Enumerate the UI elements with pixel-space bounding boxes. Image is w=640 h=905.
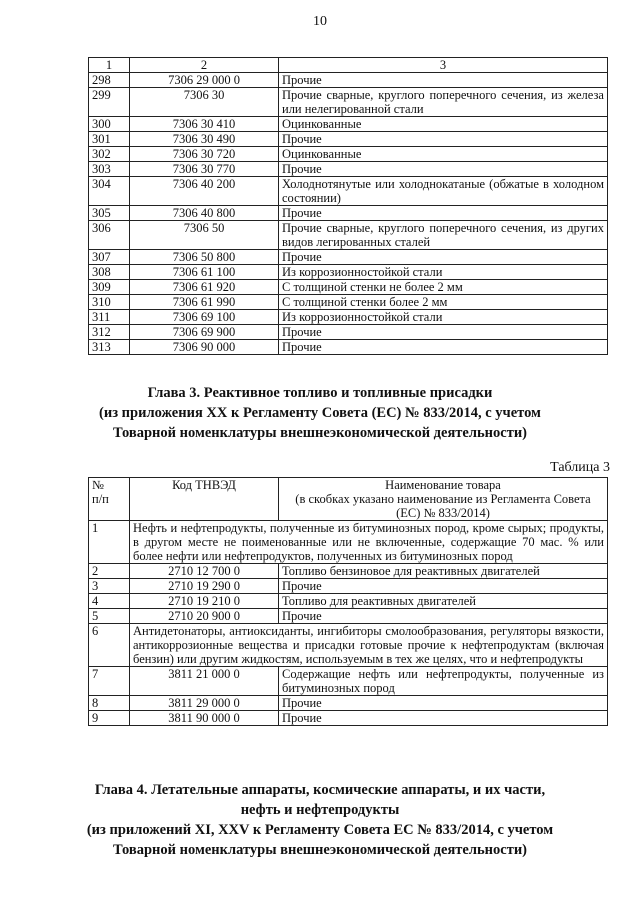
row-number: 299 (89, 88, 130, 117)
table-row (89, 265, 608, 280)
table-row (89, 147, 608, 162)
table-row (89, 206, 608, 221)
header-col-2: 2 (130, 58, 279, 73)
row-name: Прочие сварные, круглого поперечного сечения, из железа или нелегированной стали (279, 88, 608, 117)
chapter-4-heading (0, 780, 640, 860)
row-name: Оцинкованные (279, 117, 608, 132)
row-code: 7306 69 100 (130, 310, 279, 325)
row-number: 309 (89, 280, 130, 295)
row-name: Из коррозионностойкой стали (279, 265, 608, 280)
row-number: 311 (89, 310, 130, 325)
table-row (89, 564, 608, 579)
chapter-3-source: (из приложения XX к Регламенту Совета (ЕС) № 833/2014, с учетом (99, 405, 541, 421)
row-number: 3 (89, 579, 130, 594)
table-row (89, 579, 608, 594)
row-code: 2710 19 210 0 (130, 594, 279, 609)
table-header-row (89, 478, 608, 521)
table-row (89, 221, 608, 250)
row-number: 303 (89, 162, 130, 177)
table-row (89, 667, 608, 696)
header-col-3: 3 (279, 58, 608, 73)
page-number: 10 (313, 14, 327, 29)
chapter-3-heading (0, 383, 640, 443)
table-row (89, 162, 608, 177)
chapter-4-title-cont: нефть и нефтепродукты (240, 802, 400, 818)
row-name: Прочие (279, 325, 608, 340)
row-number: 313 (89, 340, 130, 355)
row-name: С толщиной стенки не более 2 мм (279, 280, 608, 295)
row-name: Прочие (279, 711, 608, 726)
row-name: Из коррозионностойкой стали (279, 310, 608, 325)
header-name-note: (в скобках указано наименование из Регламента Совета (ЕС) № 833/2014) (295, 492, 591, 520)
row-code: 2710 12 700 0 (130, 564, 279, 579)
row-number: 8 (89, 696, 130, 711)
row-name: Холоднотянутые или холоднокатаные (обжатые в холодном состоянии) (279, 177, 608, 206)
row-code: 7306 69 900 (130, 325, 279, 340)
row-number: 302 (89, 147, 130, 162)
row-number: 306 (89, 221, 130, 250)
chapter-4-title: Глава 4. Летательные аппараты, космические аппараты, и их части, (94, 782, 546, 798)
table-row (89, 88, 608, 117)
chapter-3-source-cont: Товарной номенклатуры внешнеэкономической деятельности) (112, 425, 528, 441)
row-number: 9 (89, 711, 130, 726)
header-col-1: 1 (89, 58, 130, 73)
table-row (89, 295, 608, 310)
row-name: Прочие (279, 609, 608, 624)
row-code: 7306 40 200 (130, 177, 279, 206)
row-name: Прочие (279, 206, 608, 221)
row-number: 1 (89, 521, 130, 564)
row-number: 307 (89, 250, 130, 265)
row-code: 7306 30 490 (130, 132, 279, 147)
row-code: 7306 30 770 (130, 162, 279, 177)
chapter-3-title: Глава 3. Реактивное топливо и топливные присадки (147, 385, 493, 401)
row-name: Содержащие нефть или нефтепродукты, полученные из битуминозных пород (279, 667, 608, 696)
goods-table-continued (88, 57, 608, 355)
header-number-pp: п/п (92, 492, 109, 506)
row-code: 7306 30 (130, 88, 279, 117)
table-row (89, 696, 608, 711)
row-number: 4 (89, 594, 130, 609)
row-code: 2710 19 290 0 (130, 579, 279, 594)
header-name (279, 478, 608, 521)
row-name: Прочие (279, 132, 608, 147)
table-row (89, 280, 608, 295)
header-name-title: Наименование товара (385, 478, 501, 492)
row-code: 7306 29 000 0 (130, 73, 279, 88)
row-number: 310 (89, 295, 130, 310)
table-row (89, 325, 608, 340)
table-row (89, 340, 608, 355)
row-number: 7 (89, 667, 130, 696)
table-row (89, 132, 608, 147)
row-code: 3811 21 000 0 (130, 667, 279, 696)
table-header-row (89, 58, 608, 73)
row-code: 7306 40 800 (130, 206, 279, 221)
row-number: 312 (89, 325, 130, 340)
row-name: Прочие (279, 340, 608, 355)
row-number: 2 (89, 564, 130, 579)
table-row (89, 711, 608, 726)
table-row (89, 73, 608, 88)
table-row (89, 117, 608, 132)
row-name: Топливо бензиновое для реактивных двигателей (279, 564, 608, 579)
row-number: 308 (89, 265, 130, 280)
header-number-sign: № (92, 478, 104, 492)
row-group-description: Нефть и нефтепродукты, полученные из битуминозных пород, кроме сырых; продукты, в другом месте не поименованные или не включенные, содержащие 70 мас. % или более нефти или нефтепродуктов, полученных из битуминозных пород (130, 521, 608, 564)
chapter-4-source-cont: Товарной номенклатуры внешнеэкономической деятельности) (112, 842, 528, 858)
table-row (89, 177, 608, 206)
row-code: 7306 50 800 (130, 250, 279, 265)
row-code: 7306 61 990 (130, 295, 279, 310)
row-code: 7306 50 (130, 221, 279, 250)
row-code: 3811 90 000 0 (130, 711, 279, 726)
row-name: Прочие (279, 73, 608, 88)
table-row (89, 250, 608, 265)
row-name: Прочие (279, 696, 608, 711)
table-row (89, 624, 608, 667)
table-3 (88, 477, 608, 726)
row-code: 7306 30 410 (130, 117, 279, 132)
row-number: 301 (89, 132, 130, 147)
row-code: 7306 90 000 (130, 340, 279, 355)
row-code: 7306 30 720 (130, 147, 279, 162)
row-number: 300 (89, 117, 130, 132)
table-row (89, 310, 608, 325)
row-number: 304 (89, 177, 130, 206)
header-number (89, 478, 130, 521)
row-name: Прочие (279, 162, 608, 177)
row-name: Прочие (279, 579, 608, 594)
row-number: 298 (89, 73, 130, 88)
table-row (89, 594, 608, 609)
row-name: Прочие (279, 250, 608, 265)
chapter-4-source: (из приложений XI, XXV к Регламенту Совета ЕС № 833/2014, с учетом (86, 822, 554, 838)
row-number: 5 (89, 609, 130, 624)
row-code: 7306 61 100 (130, 265, 279, 280)
row-name: Топливо для реактивных двигателей (279, 594, 608, 609)
row-group-description: Антидетонаторы, антиоксиданты, ингибиторы смолообразования, регуляторы вязкости, антикоррозионные вещества и присадки готовые прочие к нефтепродуктам (включая бензин) или другим жидкостям, используемым в тех же целях, что и нефтепродукты (130, 624, 608, 667)
row-number: 6 (89, 624, 130, 667)
header-code: Код ТНВЭД (130, 478, 279, 521)
table-row (89, 609, 608, 624)
row-code: 3811 29 000 0 (130, 696, 279, 711)
table-row (89, 521, 608, 564)
row-name: С толщиной стенки более 2 мм (279, 295, 608, 310)
row-name: Прочие сварные, круглого поперечного сечения, из других видов легированных сталей (279, 221, 608, 250)
row-name: Оцинкованные (279, 147, 608, 162)
row-code: 7306 61 920 (130, 280, 279, 295)
table-3-label: Таблица 3 (550, 460, 610, 475)
row-number: 305 (89, 206, 130, 221)
row-code: 2710 20 900 0 (130, 609, 279, 624)
